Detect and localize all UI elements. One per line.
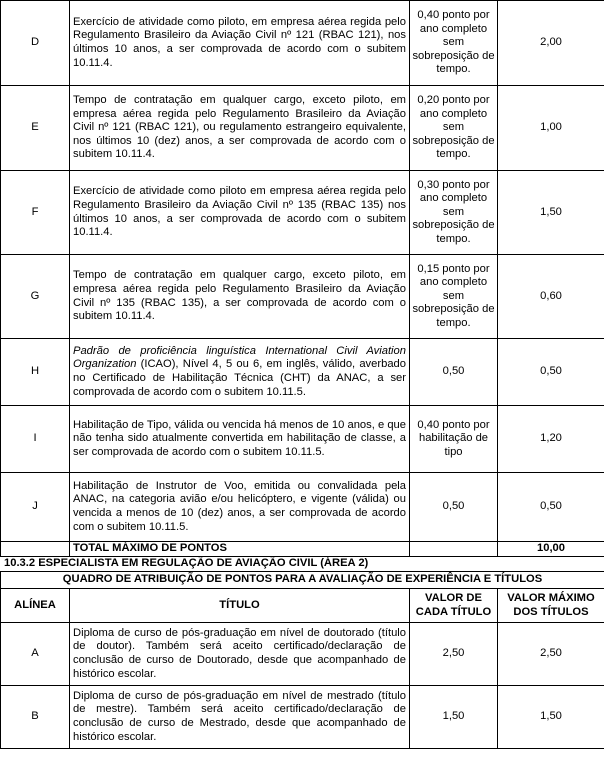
section-title: 10.3.2 ESPECIALISTA EM REGULAÇÃO DE AVIAÇÃO CIVIL (ÁREA 2) — [4, 557, 369, 569]
table-row — [1, 86, 604, 171]
header-titulo: TÍTULO — [70, 589, 410, 623]
valor-cada-cell: 0,20 ponto por ano completo sem sobreposição de tempo. — [410, 86, 498, 171]
header-alinea: ALÍNEA — [1, 589, 70, 623]
titulo-cell: Tempo de contratação em qualquer cargo, exceto piloto, em empresa aérea regida pelo Regulamento Brasileiro da Aviação Civil nº 135 (RBAC 135), a ser comprovada de acordo com o subitem 10.11.4. — [70, 255, 410, 339]
titulo-cell — [70, 339, 410, 406]
valor-max-cell: 1,50 — [498, 171, 604, 255]
titulo-text: (ICAO), Nível 4, 5 ou 6, em inglês, válido, averbado no Certificado de Habilitação Técnica (CHT) da ANAC, a ser comprovada de acordo com o subitem 10.11.5. — [73, 358, 406, 398]
valor-cada-cell: 0,15 ponto por ano completo sem sobreposição de tempo. — [410, 255, 498, 339]
table-row — [1, 623, 604, 686]
valor-cada-cell: 0,50 — [410, 473, 498, 542]
valor-cada-cell: 0,30 ponto por ano completo sem sobreposição de tempo. — [410, 171, 498, 255]
alinea-cell: I — [1, 406, 70, 473]
table-row — [1, 339, 604, 406]
alinea-cell: E — [1, 86, 70, 171]
valor-max-cell: 0,60 — [498, 255, 604, 339]
points-table-area2 — [0, 571, 604, 749]
total-label: TOTAL MÁXIMO DE PONTOS — [70, 542, 410, 557]
table-row — [1, 406, 604, 473]
table-row — [1, 686, 604, 749]
header-valor-cada: VALOR DE CADA TÍTULO — [410, 589, 498, 623]
valor-max-cell: 2,00 — [498, 1, 604, 86]
table-header-row — [1, 589, 604, 623]
valor-cada-cell: 0,40 ponto por ano completo sem sobreposição de tempo. — [410, 1, 498, 86]
total-spacer-cell — [1, 542, 70, 557]
titulo-cell: Habilitação de Tipo, válida ou vencida há menos de 10 anos, e que não tenha sido atualmente convertida em habilitação de classe, a ser comprovada de acordo com o subitem 10.11.5. — [70, 406, 410, 473]
header-valor-max: VALOR MÁXIMO DOS TÍTULOS — [498, 589, 604, 623]
titulo-cell: Tempo de contratação em qualquer cargo, exceto piloto, em empresa aérea regida pelo Regulamento Brasileiro da Aviação Civil nº 121 (RBAC 121), ou regulamento estrangeiro equivalente, nos últimos 10 (dez) anos, a ser comprovada de acordo com o subitem 10.11.4. — [70, 86, 410, 171]
table-row — [1, 1, 604, 86]
alinea-cell: J — [1, 473, 70, 542]
valor-max-cell: 0,50 — [498, 473, 604, 542]
table-caption-row — [1, 572, 604, 589]
titulo-cell: Exercício de atividade como piloto em empresa aérea regida pelo Regulamento Brasileiro da Aviação Civil nº 135 (RBAC 135) nos últimos 10 anos, a ser comprovada de acordo com o subitem 10.11.4. — [70, 171, 410, 255]
table-caption: QUADRO DE ATRIBUIÇÃO DE PONTOS PARA A AVALIAÇÃO DE EXPERIÊNCIA E TÍTULOS — [1, 572, 604, 589]
valor-max-cell: 0,50 — [498, 339, 604, 406]
titulo-cell: Diploma de curso de pós-graduação em nível de doutorado (título de doutor). Também será aceito certificado/declaração de conclusão de curso de Doutorado, desde que acompanhado de histórico escolar. — [70, 623, 410, 686]
titulo-cell: Habilitação de Instrutor de Voo, emitida ou convalidada pela ANAC, na categoria avião e/ou helicóptero, e vigente (válida) ou vencida a menos de 10 (dez) anos, a ser comprovada de acordo com o subitem 10.11.5. — [70, 473, 410, 542]
titulo-italic-text: Padrão de proficiência linguística International Civil Aviation Organization — [73, 344, 406, 371]
valor-cada-cell: 0,50 — [410, 339, 498, 406]
titulo-cell: Exercício de atividade como piloto, em empresa aérea regida pelo Regulamento Brasileiro da Aviação Civil nº 121 (RBAC 121), nos últimos 10 anos, a ser comprovada de acordo com o subitem 10.11.4. — [70, 1, 410, 86]
alinea-cell: H — [1, 339, 70, 406]
alinea-cell: G — [1, 255, 70, 339]
valor-cada-cell: 2,50 — [410, 623, 498, 686]
alinea-cell: F — [1, 171, 70, 255]
valor-max-cell: 2,50 — [498, 623, 604, 686]
valor-cada-cell: 0,40 ponto por habilitação de tipo — [410, 406, 498, 473]
titulo-cell: Diploma de curso de pós-graduação em nível de mestrado (título de mestre). Também será aceito certificado/declaração de conclusão de curso de Mestrado, desde que acompanhado de histórico escolar. — [70, 686, 410, 749]
valor-max-cell: 1,50 — [498, 686, 604, 749]
table-row — [1, 473, 604, 542]
total-spacer-cell — [410, 542, 498, 557]
alinea-cell: B — [1, 686, 70, 749]
table-row — [1, 255, 604, 339]
total-row — [1, 542, 604, 557]
valor-max-cell: 1,00 — [498, 86, 604, 171]
table-row — [1, 171, 604, 255]
valor-cada-cell: 1,50 — [410, 686, 498, 749]
alinea-cell: D — [1, 1, 70, 86]
valor-max-cell: 1,20 — [498, 406, 604, 473]
total-value: 10,00 — [498, 542, 604, 557]
alinea-cell: A — [1, 623, 70, 686]
